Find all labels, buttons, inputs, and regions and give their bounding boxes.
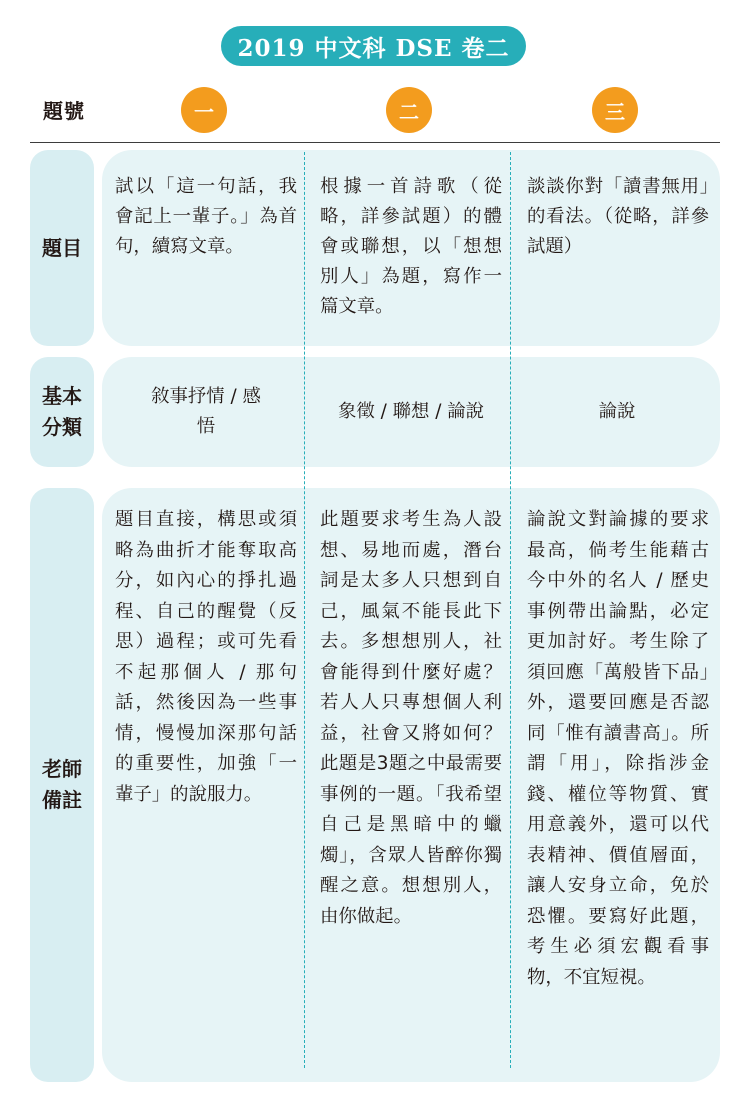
header-divider [30, 142, 720, 143]
topic-cell-3: 談談你對「讀書無用」的看法。（從略，詳參試題） [527, 176, 709, 257]
question-number-label: 題號 [43, 99, 85, 123]
notes-cell-3: 論說文對論據的要求最高，倘考生能藉古今中外的名人 / 歷史事例帶出論點，必定更加討好。考生除了須回應「萬般皆下品」外，還要回應是否認同「惟有讀書高」。所謂「用」，除指涉金錢、權位等物質、實用意義外，還可以代表精神、價值層面，讓人安身立命，免於恐懼。要寫好此題，考生必須宏觀看事物，不宜短視。 [527, 509, 709, 988]
category-cell-1-text: 敘事抒情 / 感悟 [151, 386, 261, 437]
category-cell-1 [115, 370, 297, 454]
row-label-category-text: 基本分類 [42, 384, 82, 439]
category-cell-2 [318, 370, 504, 454]
topic-cell-2: 根據一首詩歌（從略，詳參試題）的體會或聯想，以「想想別人」為題，寫作一篇文章。 [320, 176, 502, 317]
column-divider-2 [510, 152, 511, 1068]
category-cell-3-text: 論說 [598, 401, 636, 422]
notes-cell-2: 此題要求考生為人設想、易地而處，潛台詞是太多人只想到自己，風氣不能長此下去。多想想別人，社會能得到什麼好處？若人人只專想個人利益，社會又將如何？此題是3題之中最需要事例的一題。「我希望自己是黑暗中的蠟燭」，含眾人皆醉你獨醒之意。想想別人，由你做起。 [320, 509, 502, 927]
topic-cell-1: 試以「這一句話，我會記上一輩子。」為首句，續寫文章。 [115, 176, 297, 257]
notes-cell-1: 題目直接，構思或須略為曲折才能奪取高分，如內心的掙扎過程、自己的醒覺（反思）過程；或可先看不起那個人 / 那句話，然後因為一些事情，慢慢加深那句話的重要性，加強「一輩子」的說服力。 [115, 509, 297, 805]
row-label-topic [30, 150, 94, 346]
question-3-badge: 三 [592, 87, 638, 133]
question-1-badge: 一 [181, 87, 227, 133]
row-label-topic-text: 題目 [42, 235, 82, 260]
question-2-badge: 二 [386, 87, 432, 133]
row-label-notes-text: 老師備註 [42, 757, 82, 812]
page-title: 2019 中文科 DSE 卷二 [221, 26, 526, 66]
row-label-category [30, 357, 94, 467]
column-divider-1 [304, 152, 305, 1068]
category-cell-2-text: 象徵 / 聯想 / 論說 [337, 401, 485, 422]
category-cell-3 [524, 370, 710, 454]
row-label-notes [30, 488, 94, 1082]
